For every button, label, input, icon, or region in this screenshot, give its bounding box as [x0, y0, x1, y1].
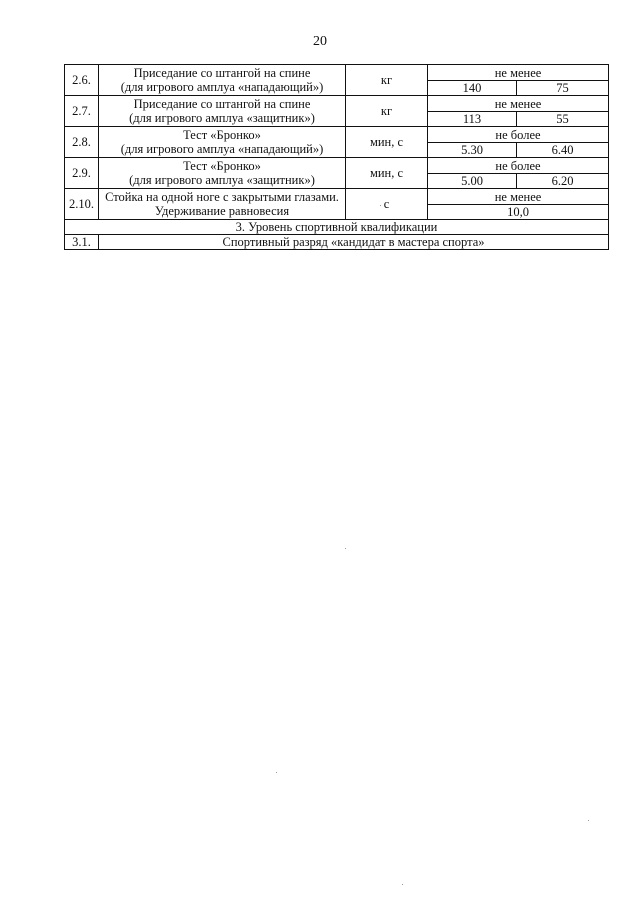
- section-row: [65, 220, 609, 235]
- value-cell: 5.00: [428, 174, 517, 189]
- row-number: 2.10.: [65, 189, 99, 220]
- exercise-name-line1: Тест «Бронко»: [183, 128, 261, 142]
- value-cell: 55: [517, 112, 609, 127]
- row-number: 2.9.: [65, 158, 99, 189]
- exercise-name-line2: Удерживание равновесия: [154, 204, 290, 218]
- scan-speck: [588, 820, 589, 821]
- section-title: 3. Уровень спортивной квалификации: [65, 220, 609, 235]
- row-number: 2.8.: [65, 127, 99, 158]
- value-cell: 113: [428, 112, 517, 127]
- value-cell: 140: [428, 81, 517, 96]
- exercise-name-line2: (для игрового амплуа «защитник»): [129, 173, 315, 187]
- exercise-name-line1: Стойка на одной ноге с закрытыми глазами.: [105, 190, 339, 204]
- criterion: не более: [428, 158, 609, 174]
- criterion: не более: [428, 127, 609, 143]
- exercise-name-line1: Тест «Бронко»: [183, 159, 261, 173]
- value-cell: 10,0: [428, 205, 609, 220]
- scan-speck: [276, 772, 277, 773]
- row-number: 2.6.: [65, 65, 99, 96]
- unit: кг: [346, 65, 428, 96]
- row-number: 2.7.: [65, 96, 99, 127]
- criterion: не менее: [428, 189, 609, 205]
- table-row: [65, 158, 609, 174]
- criterion: не менее: [428, 96, 609, 112]
- exercise-name-line2: (для игрового амплуа «защитник»): [129, 111, 315, 125]
- value-cell: 6.40: [517, 143, 609, 158]
- exercise-name-line1: Приседание со штангой на спине: [133, 97, 311, 111]
- unit: мин, с: [346, 158, 428, 189]
- table-row: [65, 235, 609, 250]
- unit: кг: [346, 96, 428, 127]
- value-cell: 75: [517, 81, 609, 96]
- unit: с: [346, 189, 428, 220]
- criterion: не менее: [428, 65, 609, 81]
- standards-table: [64, 64, 609, 250]
- exercise-name: [99, 158, 346, 189]
- exercise-name-line2: (для игрового амплуа «нападающий»): [120, 80, 324, 94]
- exercise-name-line2: (для игрового амплуа «нападающий»): [120, 142, 324, 156]
- exercise-name: [99, 65, 346, 96]
- value-cell: 5.30: [428, 143, 517, 158]
- unit: мин, с: [346, 127, 428, 158]
- table-row: [65, 96, 609, 112]
- table-row: [65, 189, 609, 205]
- table-row: [65, 65, 609, 81]
- exercise-name-line1: Приседание со штангой на спине: [133, 66, 311, 80]
- scan-speck: [380, 205, 381, 206]
- row-number: 3.1.: [65, 235, 99, 250]
- page-number: 20: [313, 34, 327, 49]
- exercise-name: [99, 96, 346, 127]
- table-row: [65, 127, 609, 143]
- exercise-name: [99, 127, 346, 158]
- value-cell: 6.20: [517, 174, 609, 189]
- scan-speck: [345, 548, 346, 549]
- scan-speck: [402, 884, 403, 885]
- exercise-name: [99, 189, 346, 220]
- qualification-text: Спортивный разряд «кандидат в мастера спорта»: [99, 235, 609, 250]
